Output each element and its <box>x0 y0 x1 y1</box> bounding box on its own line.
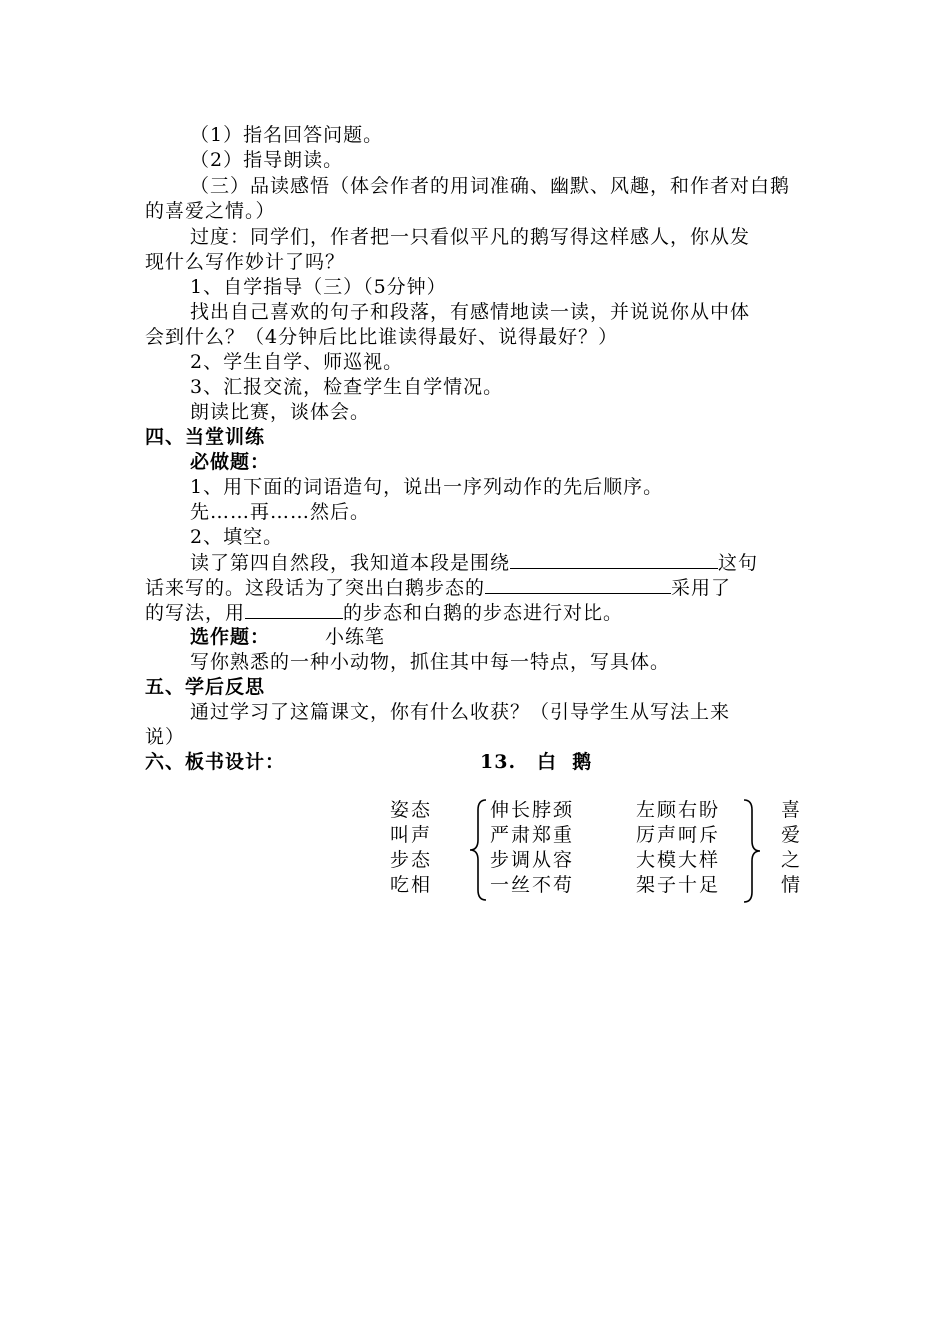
fill-blank-line-1 <box>190 550 758 576</box>
board-aspect: 步态 <box>390 849 433 871</box>
section-6-heading: 六、板书设计： <box>145 751 286 773</box>
fill-blank-1 <box>510 550 718 569</box>
fill-blank-text-3: 的写法，用 <box>145 602 246 624</box>
question-2: 2、填空。 <box>190 526 284 548</box>
board-phrase: 厉声呵斥 <box>636 824 721 846</box>
board-aspect: 叫声 <box>390 824 433 846</box>
self-study-guide: 1、自学指导（三）（5分钟） <box>190 276 447 298</box>
section-4-heading: 四、当堂训练 <box>145 426 266 448</box>
board-aspect: 吃相 <box>390 874 433 896</box>
reading-contest: 朗读比赛，谈体会。 <box>190 401 371 423</box>
board-conclusion-char: 情 <box>781 874 803 896</box>
section-3-heading: （三）品读感悟（体会作者的用词准确、幽默、风趣，和作者对白鹅 <box>190 175 791 197</box>
fill-blank-text-1: 读了第四自然段，我知道本段是围绕 <box>190 552 511 574</box>
writing-task: 写你熟悉的一种小动物，抓住其中每一特点，写具体。 <box>190 651 671 673</box>
fill-blank-text-2: 话来写的。这段话为了突出白鹅步态的 <box>145 577 486 599</box>
item-guide-reading: （2）指导朗读。 <box>190 149 344 171</box>
task-line-cont: 会到什么？（4分钟后比比谁读得最好、说得最好？） <box>145 326 619 348</box>
transition-line: 过度：同学们，作者把一只看似平凡的鹅写得这样感人，你从发 <box>190 226 751 248</box>
fill-blank-3 <box>245 600 343 619</box>
right-brace-icon <box>742 798 762 904</box>
board-conclusion-char: 爱 <box>781 824 803 846</box>
fill-blank-text-3b: 的步态和白鹅的步态进行对比。 <box>343 602 624 624</box>
transition-line-cont: 现什么写作妙计了吗？ <box>145 251 346 273</box>
fill-blank-text-1b: 这句 <box>718 552 759 574</box>
board-phrase: 架子十足 <box>636 874 721 896</box>
board-title-number: 13. <box>480 751 517 773</box>
board-title: 白 鹅 <box>537 751 593 773</box>
board-phrase: 大模大样 <box>636 849 721 871</box>
board-phrase: 步调从容 <box>490 849 575 871</box>
question-1-words: 先……再……然后。 <box>190 501 371 523</box>
board-conclusion-char: 之 <box>781 849 803 871</box>
board-phrase: 左顾右盼 <box>636 799 721 821</box>
board-phrase: 伸长脖颈 <box>490 799 575 821</box>
task-line: 找出自己喜欢的句子和段落，有感情地读一读，并说说你从中体 <box>190 301 751 323</box>
fill-blank-text-2b: 采用了 <box>671 577 732 599</box>
fill-blank-2 <box>485 575 671 594</box>
question-1: 1、用下面的词语造句，说出一序列动作的先后顺序。 <box>190 476 664 498</box>
board-aspect: 姿态 <box>390 799 433 821</box>
required-questions-label: 必做题： <box>190 451 271 473</box>
section-5-heading: 五、学后反思 <box>145 676 266 698</box>
board-phrase: 一丝不苟 <box>490 874 575 896</box>
item-answer-questions: （1）指名回答问题。 <box>190 124 384 146</box>
reflection-question-cont: 说） <box>145 726 186 748</box>
board-phrase: 严肃郑重 <box>490 824 575 846</box>
fill-blank-line-2 <box>145 575 731 601</box>
student-self-study: 2、学生自学、师巡视。 <box>190 351 404 373</box>
reflection-question: 通过学习了这篇课文，你有什么收获？（引导学生从写法上来 <box>190 701 731 723</box>
board-conclusion-char: 喜 <box>781 799 803 821</box>
report-exchange: 3、汇报交流，检查学生自学情况。 <box>190 376 504 398</box>
optional-questions-label: 选作题： <box>190 626 271 648</box>
left-brace-icon <box>468 798 488 902</box>
section-3-heading-cont: 的喜爱之情。） <box>145 200 276 222</box>
fill-blank-line-3 <box>145 600 623 626</box>
short-writing-label: 小练笔 <box>325 626 386 648</box>
